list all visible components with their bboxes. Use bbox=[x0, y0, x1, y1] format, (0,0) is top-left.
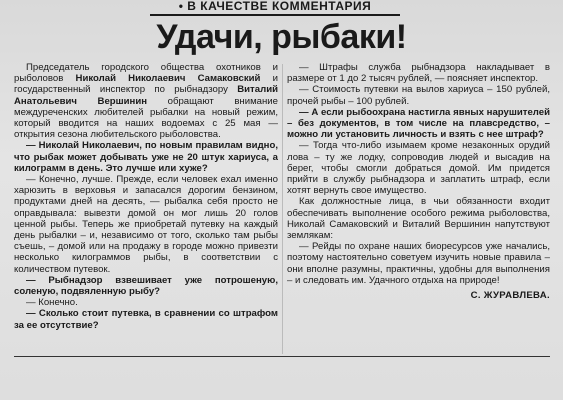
question-4: — А если рыбоохрана настигла явных нарушителей – без документов, в том числе на плавсредство, – можно ли установить личность и взять с нее штраф? bbox=[287, 106, 550, 141]
answer-2: — Конечно. bbox=[26, 297, 78, 309]
article-headline: Удачи, рыбаки! bbox=[156, 18, 407, 56]
question-1: — Николай Николаевич, по новым правилам видно, что рыбак может добывать уже не 20 штук хариуса, а килограмм в день. Это лучше или хуже? bbox=[14, 140, 278, 174]
rubric-label: • В КАЧЕСТВЕ КОММЕНТАРИЯ bbox=[178, 0, 372, 13]
intro-name-samakovsky: Николай Николаевич Самаковский bbox=[75, 73, 261, 85]
intro-paragraph bbox=[14, 62, 278, 140]
answer-5: — Тогда что-либо изымаем кроме незаконных орудий лова – ту же лодку, сопроводив людей и высадив на берег, чтобы смогли добраться домой. Им придется прийти в службу рыбнадзора и заплатить штраф, если хотят вернуть свое имущество. bbox=[287, 140, 550, 197]
rubric-bar bbox=[150, 0, 400, 16]
question-3: — Сколько стоит путевка, в сравнении со штрафом за ее отсутствие? bbox=[14, 308, 278, 331]
answer-3: — Штрафы служба рыбнадзора накладывает в размере от 1 до 2 тысяч рублей, — поясняет инспектор. bbox=[287, 62, 550, 85]
column-divider bbox=[282, 64, 283, 354]
closing-paragraph-1: Как должностные лица, в чьи обязанности входит обеспечивать выполнение особого режима рыболовства, Николай Самаковский и Виталий Вершинин напутствуют землякам: bbox=[287, 196, 550, 242]
article-column-right bbox=[287, 62, 550, 301]
intro-text-1: Председатель городского общества охотников и рыболовов bbox=[14, 62, 278, 85]
closing-paragraph-2: — Рейды по охране наших биоресурсов уже начались, поэтому настоятельно советуем изучить новые правила – они вполне разумны, практичны, удобны для выполнения – и следовать им. Удачного отдыха на природе! bbox=[287, 241, 550, 286]
answer-1: — Конечно, лучше. Прежде, если человек ехал именно харюзить в верховья и запасался дорогим бензином, продуктами дней на десять, — рыбалка себя просто не оправдывала: вывезти домой он мог лишь 20 голов ценной рыбы. Теперь же приобретай путевку на каждый день рыбалки – и, независимо от того, сколько там рыбы съешь, – домой или на продажу в городе можно привезти несколько килограммов рыбы, в соответствии с количеством путевок. bbox=[14, 174, 278, 275]
intro-text-3: обращают внимание междуреченских любителей рыбалки на новый режим, который вводится на наших водоемах с 25 мая — открытия сезона любительского рыболовства. bbox=[14, 95, 278, 141]
article-column-left bbox=[14, 62, 278, 331]
answer-4: — Стоимость путевки на вылов хариуса – 150 рублей, прочей рыбы – 100 рублей. bbox=[287, 84, 550, 107]
question-2: — Рыбнадзор взвешивает уже потрошеную, соленую, подвяленную рыбу? bbox=[14, 274, 278, 298]
intro-name-vershinin: Виталий Анатольевич Вершинин bbox=[14, 84, 278, 107]
bottom-rule bbox=[14, 356, 550, 357]
intro-text-2: и государственный инспектор по рыбнадзору bbox=[14, 73, 278, 96]
author-byline: С. ЖУРАВЛЕВА. bbox=[470, 290, 550, 302]
